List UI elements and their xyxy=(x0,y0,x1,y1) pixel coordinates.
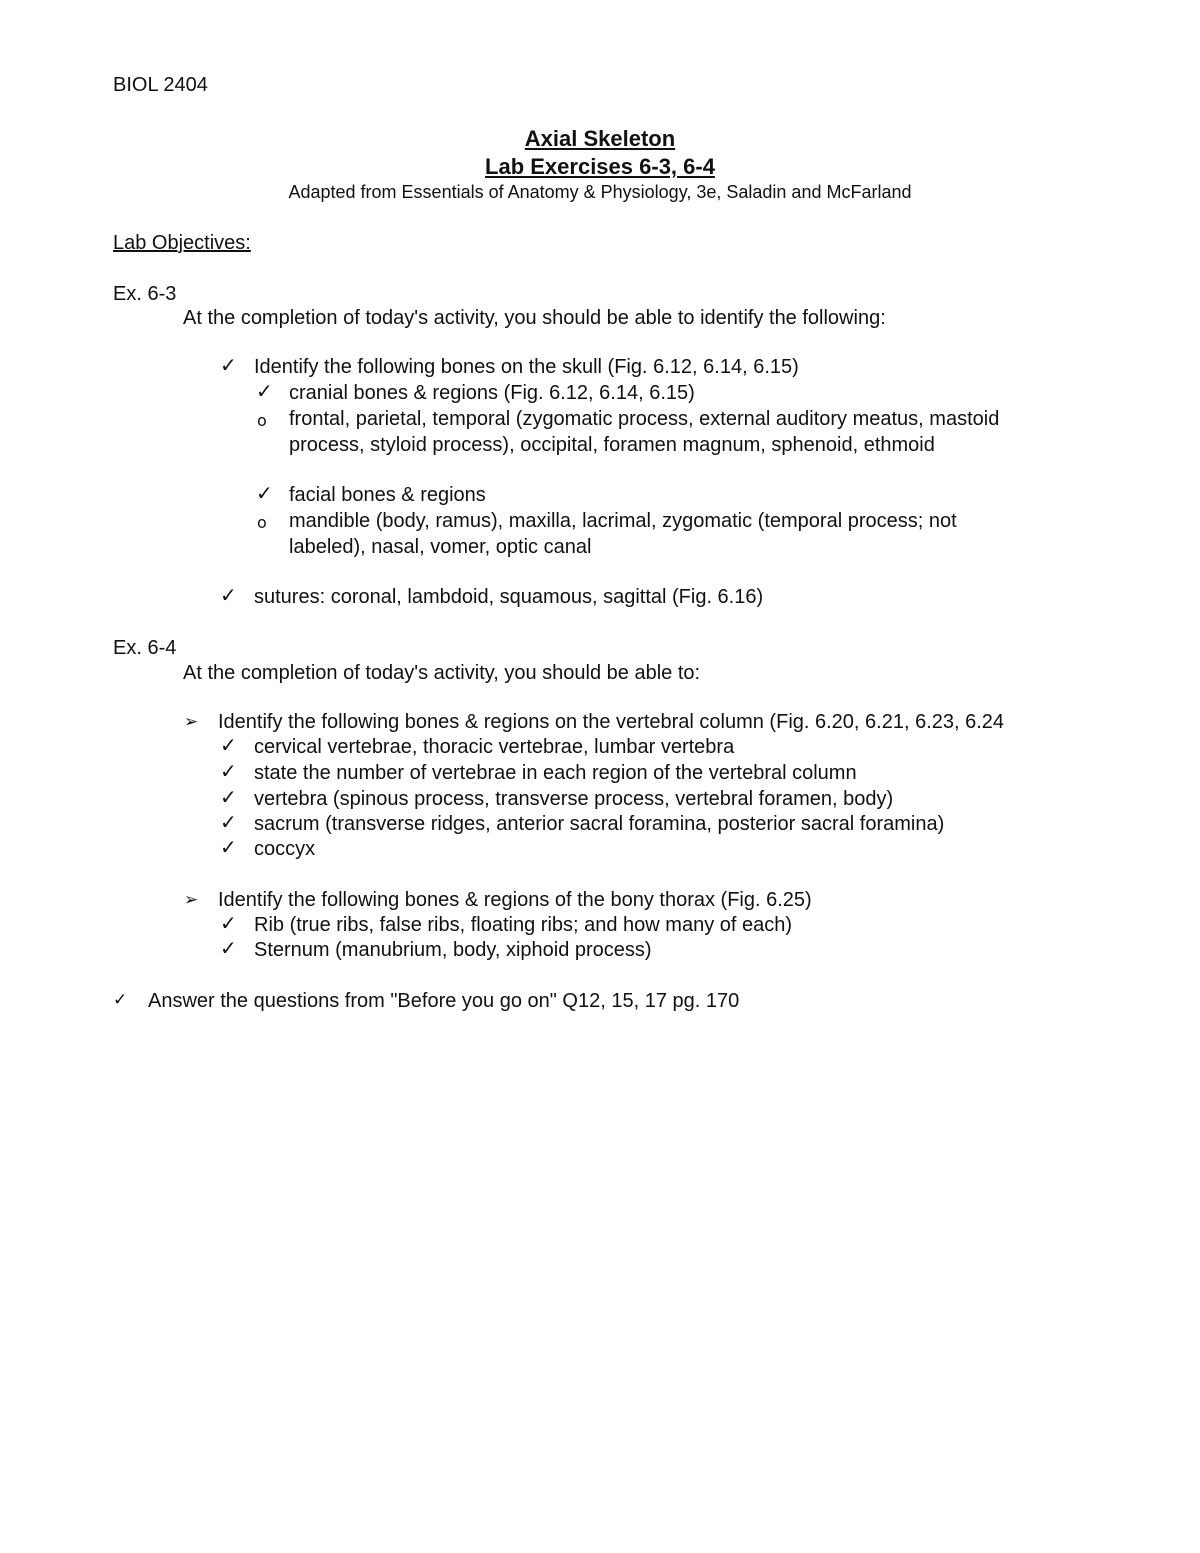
list-item: cranial bones & regions (Fig. 6.12, 6.14, 6.15) xyxy=(289,382,695,404)
checkmark-icon: ✓ xyxy=(113,990,128,1010)
list-item: vertebra (spinous process, transverse process, vertebral foramen, body) xyxy=(254,788,894,810)
list-item: frontal, parietal, temporal (zygomatic process, external auditory meatus, mastoid xyxy=(289,408,1000,430)
checkmark-icon: ✓ xyxy=(220,759,237,783)
hollow-circle-bullet-icon: o xyxy=(257,513,267,532)
checkmark-icon: ✓ xyxy=(220,936,237,960)
list-item-continuation: process, styloid process), occipital, foramen magnum, sphenoid, ethmoid xyxy=(289,434,935,456)
list-item: Rib (true ribs, false ribs, floating ribs; and how many of each) xyxy=(254,914,793,936)
final-task: Answer the questions from "Before you go on" Q12, 15, 17 pg. 170 xyxy=(148,990,740,1012)
hollow-circle-bullet-icon: o xyxy=(257,411,267,430)
list-item: Identify the following bones & regions of the bony thorax (Fig. 6.25) xyxy=(218,889,812,911)
list-item: coccyx xyxy=(254,838,316,860)
checkmark-icon: ✓ xyxy=(220,785,237,809)
exercise-6-4-intro: At the completion of today's activity, you should be able to: xyxy=(183,662,701,684)
checkmark-icon: ✓ xyxy=(220,583,237,607)
checkmark-icon: ✓ xyxy=(220,911,237,935)
checkmark-icon: ✓ xyxy=(220,733,237,757)
source-attribution: Adapted from Essentials of Anatomy & Physiology, 3e, Saladin and McFarland xyxy=(288,182,912,202)
list-item: state the number of vertebrae in each region of the vertebral column xyxy=(254,762,857,784)
list-item: cervical vertebrae, thoracic vertebrae, lumbar vertebra xyxy=(254,736,735,758)
exercise-6-4-label: Ex. 6-4 xyxy=(113,637,177,659)
list-item: Identify the following bones & regions on the vertebral column (Fig. 6.20, 6.21, 6.23, 6.24 xyxy=(218,711,1005,733)
document-title: Axial Skeleton xyxy=(524,126,676,151)
arrowhead-bullet-icon: ➢ xyxy=(184,712,199,732)
checkmark-icon: ✓ xyxy=(256,481,273,505)
exercise-6-3-intro: At the completion of today's activity, you should be able to identify the following: xyxy=(183,307,886,329)
objectives-label: Lab Objectives: xyxy=(113,232,251,254)
list-item: Identify the following bones on the skull (Fig. 6.12, 6.14, 6.15) xyxy=(254,356,799,378)
list-item: facial bones & regions xyxy=(289,484,486,506)
document-subtitle: Lab Exercises 6-3, 6-4 xyxy=(485,154,715,179)
list-item: sutures: coronal, lambdoid, squamous, sagittal (Fig. 6.16) xyxy=(254,586,764,608)
list-item: Sternum (manubrium, body, xiphoid process) xyxy=(254,939,652,961)
list-item: sacrum (transverse ridges, anterior sacral foramina, posterior sacral foramina) xyxy=(254,813,945,835)
list-item: mandible (body, ramus), maxilla, lacrimal, zygomatic (temporal process; not xyxy=(289,510,957,532)
checkmark-icon: ✓ xyxy=(220,353,237,377)
checkmark-icon: ✓ xyxy=(220,835,237,859)
checkmark-icon: ✓ xyxy=(256,379,273,403)
list-item-continuation: labeled), nasal, vomer, optic canal xyxy=(289,536,592,558)
exercise-6-3-label: Ex. 6-3 xyxy=(113,283,177,305)
course-code: BIOL 2404 xyxy=(113,74,208,96)
checkmark-icon: ✓ xyxy=(220,810,237,834)
arrowhead-bullet-icon: ➢ xyxy=(184,890,199,910)
